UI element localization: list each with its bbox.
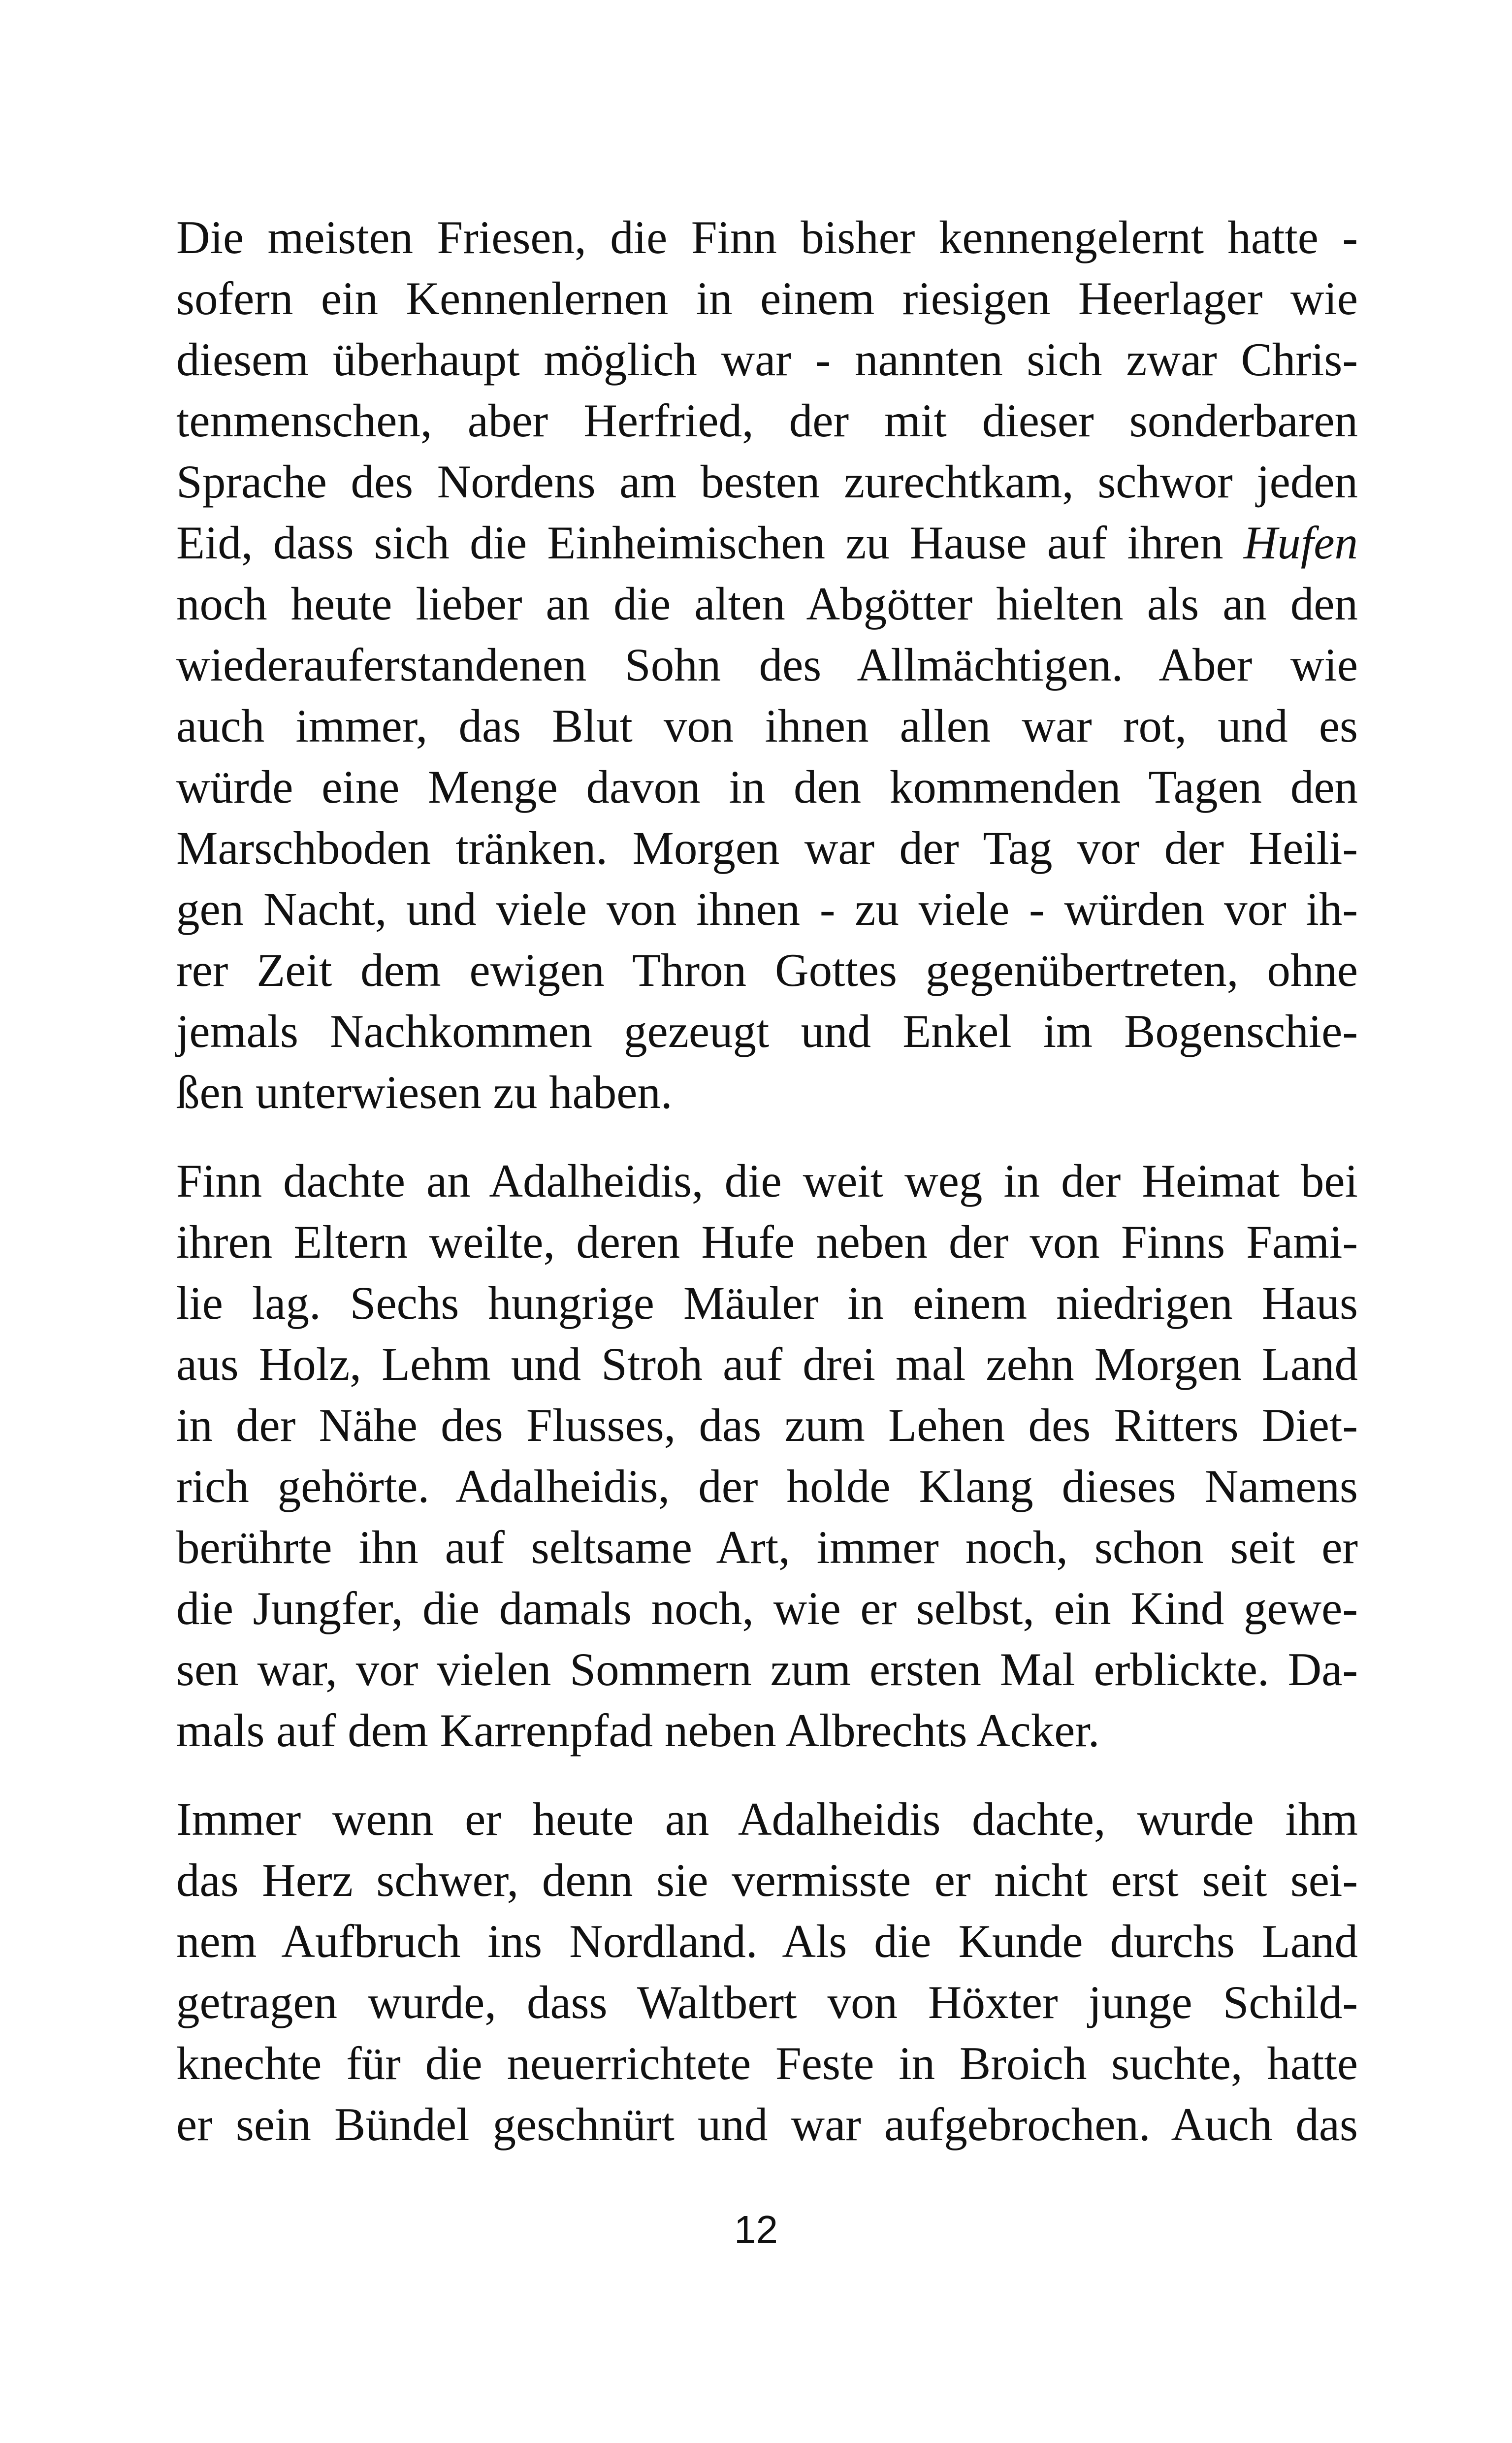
text-line: Die meisten Friesen, die Finn bisher kennengelernt hatte - [176, 211, 1358, 263]
paragraph-gap [176, 1761, 1358, 1789]
text-line: auch immer, das Blut von ihnen allen war rot, und es [176, 700, 1358, 752]
text-line: Immer wenn er heute an Adalheidis dachte, wurde ihm [176, 1793, 1358, 1845]
italic-word: Hufen [1243, 517, 1358, 569]
text-line: Sprache des Nordens am besten zurechtkam, schwor jeden [176, 456, 1358, 508]
text-line: mals auf dem Karrenpfad neben Albrechts Acker. [176, 1704, 1100, 1757]
text-line: tenmenschen, aber Herfried, der mit dieser sonderbaren [176, 394, 1358, 447]
text-line: wiederauferstandenen Sohn des Allmächtigen. Aber wie [176, 639, 1358, 691]
paragraph-gap [176, 1123, 1358, 1150]
body-text [176, 207, 1358, 2155]
text-line: rer Zeit dem ewigen Thron Gottes gegenübertreten, ohne [176, 944, 1358, 996]
text-line: knechte für die neuerrichtete Feste in Broich suchte, hatte [176, 2037, 1358, 2089]
text-line: nem Aufbruch ins Nordland. Als die Kunde durchs Land [176, 1915, 1358, 1967]
paragraph-2 [176, 1150, 1358, 1761]
page-number: 12 [734, 2208, 778, 2251]
text-line: diesem überhaupt möglich war - nannten sich zwar Chris- [176, 333, 1358, 386]
text-line: er sein Bündel geschnürt und war aufgebrochen. Auch das [176, 2098, 1358, 2150]
text-line: getragen wurde, dass Waltbert von Höxter junge Schild- [176, 1976, 1358, 2028]
text-line: jemals Nachkommen gezeugt und Enkel im Bogenschie- [176, 1005, 1358, 1057]
text-line-with-italic [176, 512, 1358, 573]
text-line: aus Holz, Lehm und Stroh auf drei mal zehn Morgen Land [176, 1338, 1358, 1390]
text-line: Finn dachte an Adalheidis, die weit weg in der Heimat bei [176, 1155, 1358, 1207]
text-line: noch heute lieber an die alten Abgötter hielten als an den [176, 578, 1358, 630]
text-line: in der Nähe des Flusses, das zum Lehen des Ritters Diet- [176, 1399, 1358, 1451]
paragraph-3 [176, 1789, 1358, 2155]
text-line: sen war, vor vielen Sommern zum ersten Mal erblickte. Da- [176, 1643, 1358, 1695]
text-line: sofern ein Kennenlernen in einem riesigen Heerlager wie [176, 272, 1358, 325]
text-line: ihren Eltern weilte, deren Hufe neben der von Finns Fami- [176, 1216, 1358, 1268]
text-line: ßen unterwiesen zu haben. [176, 1066, 673, 1118]
text-line: Marschboden tränken. Morgen war der Tag vor der Heili- [176, 822, 1358, 874]
paragraph-1 [176, 207, 1358, 1123]
text-line: die Jungfer, die damals noch, wie er selbst, ein Kind gewe- [176, 1582, 1358, 1634]
text-line: gen Nacht, und viele von ihnen - zu viele - würden vor ih- [176, 883, 1358, 935]
text-segment: Eid, dass sich die Einheimischen zu Hause auf ihren [176, 517, 1244, 569]
text-line: würde eine Menge davon in den kommenden Tagen den [176, 761, 1358, 813]
text-line: lie lag. Sechs hungrige Mäuler in einem niedrigen Haus [176, 1277, 1358, 1329]
text-line: rich gehörte. Adalheidis, der holde Klang dieses Namens [176, 1460, 1358, 1512]
text-line: das Herz schwer, denn sie vermisste er nicht erst seit sei- [176, 1854, 1358, 1906]
text-line: berührte ihn auf seltsame Art, immer noch, schon seit er [176, 1521, 1358, 1573]
